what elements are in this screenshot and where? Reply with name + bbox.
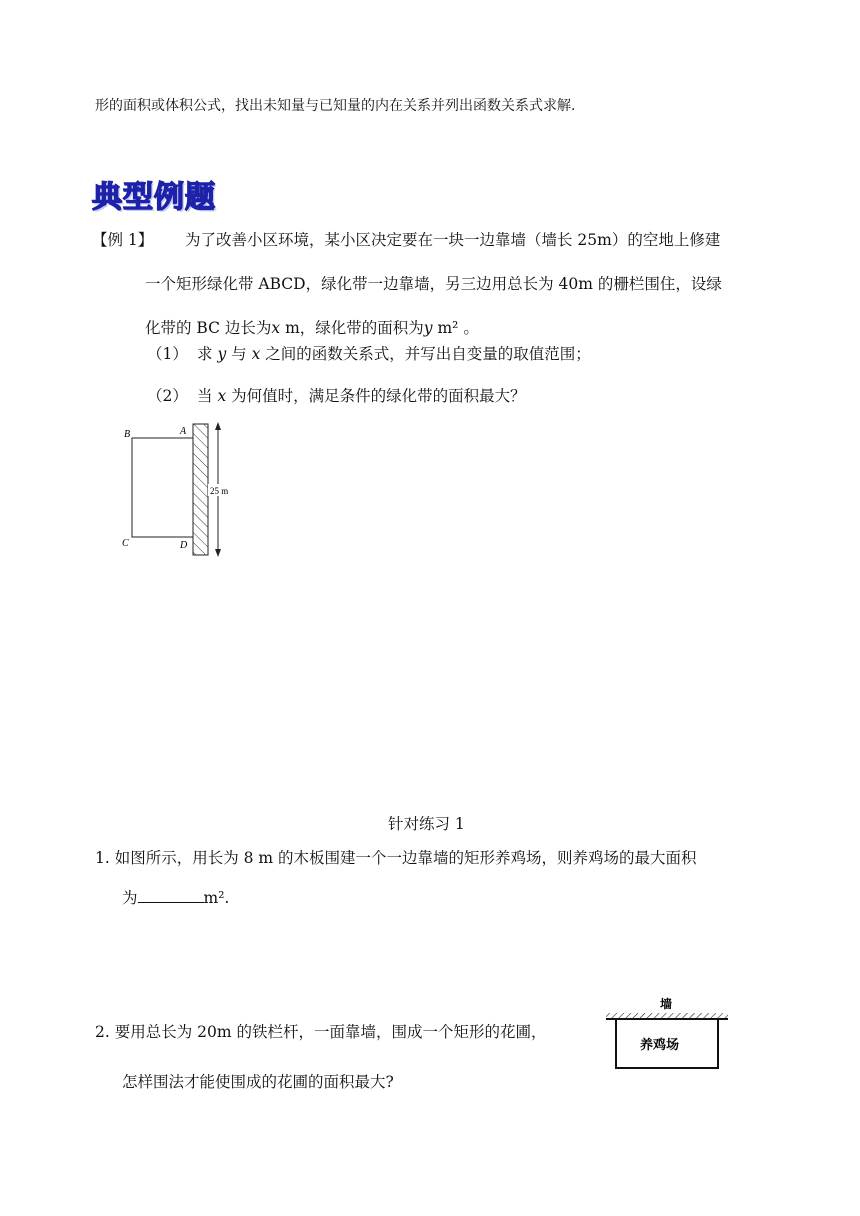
text-fragment: 之间的函数关系式，并写出自变量的取值范围； [260, 345, 591, 363]
intro-text: 形的面积或体积公式，找出未知量与已知量的内在关系并列出函数关系式求解. [95, 98, 576, 114]
label-b: B [124, 429, 131, 440]
practice-title: 针对练习 1 [388, 815, 465, 833]
text-fragment: 与 [226, 345, 247, 363]
arrow-up-icon [215, 422, 221, 430]
practice-item-2-line-1: 2. 要用总长为 20m 的铁栏杆，一面靠墙，围成一个矩形的花圃， [95, 1023, 547, 1041]
example-label: 【例 1】 [92, 231, 154, 249]
figure-2-svg [600, 994, 740, 1078]
variable-y: y [217, 345, 227, 363]
answer-blank [138, 888, 204, 903]
arrow-down-icon [215, 549, 221, 557]
text-fragment: m，绿化带的面积为 [280, 319, 424, 337]
label-a: A [180, 426, 187, 437]
practice-item-1-line-1: 1. 如图所示，用长为 8 m 的木板围建一个一边靠墙的矩形养鸡场，则养鸡场的最大面积 [95, 849, 697, 867]
rectangle-wall-figure [118, 418, 248, 567]
text-fragment: 当 [197, 387, 213, 405]
wall-label: 墙 [660, 997, 673, 1011]
practice-item-1-line-2 [122, 886, 229, 908]
question-1 [147, 342, 591, 364]
text-fragment: 求 [197, 345, 213, 363]
question-number: （2） [147, 387, 188, 405]
wall-hatch [193, 424, 208, 555]
text-fragment: m². [203, 889, 230, 907]
figure-svg [118, 418, 248, 563]
chicken-farm-figure [600, 994, 740, 1082]
variable-x: x [271, 319, 281, 337]
garden-rectangle [132, 438, 193, 537]
practice-item-2-line-2: 怎样围法才能使围成的花圃的面积最大? [122, 1073, 394, 1091]
question-number: （1） [147, 345, 188, 363]
farm-label: 养鸡场 [640, 1038, 680, 1053]
variable-y: y [423, 319, 433, 337]
variable-x: x [251, 345, 261, 363]
text-fragment: m² 。 [432, 319, 479, 337]
text-fragment: 为何值时，满足条件的绿化带的面积最大？ [226, 387, 526, 405]
label-c: C [122, 538, 129, 549]
wall-length-label: 25 m [210, 486, 229, 496]
example-text-line-1: 为了改善小区环境，某小区决定要在一块一边靠墙（墙长 25m）的空地上修建 [185, 231, 721, 249]
example-text-line-3 [145, 316, 479, 338]
example-text-line-2: 一个矩形绿化带 ABCD，绿化带一边靠墙，另三边用总长为 40m 的栅栏围住，设绿 [145, 275, 722, 293]
text-fragment: 化带的 BC 边长为 [145, 319, 272, 337]
text-fragment: 为 [122, 889, 138, 907]
label-d: D [180, 540, 188, 551]
variable-x: x [217, 387, 227, 405]
section-title: 典型例题 [92, 180, 216, 215]
question-2 [147, 384, 526, 406]
